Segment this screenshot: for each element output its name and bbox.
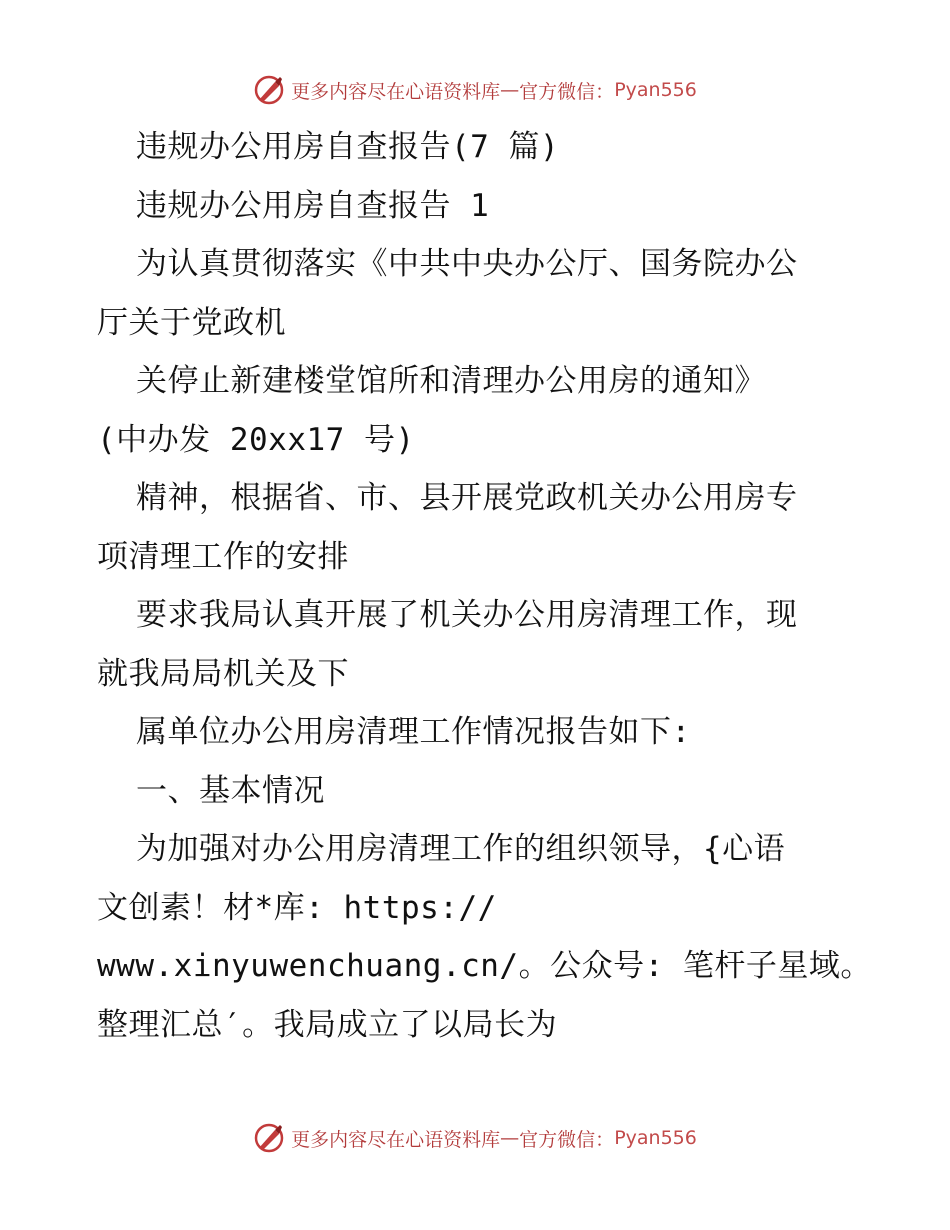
paragraph-line: (中办发 20xx17 号): [97, 421, 415, 458]
paragraph-line: 文创素！材*库: https://: [97, 889, 497, 926]
paragraph-line: 关停止新建楼堂馆所和清理办公用房的通知》: [136, 363, 766, 399]
pen-logo-icon: [253, 74, 285, 106]
paragraph-line: 要求我局认真开展了机关办公用房清理工作，现: [136, 597, 798, 633]
paragraph-line: 就我局局机关及下: [97, 655, 349, 692]
paragraph-line: 厅关于党政机: [97, 304, 286, 341]
paragraph-line: 精神，根据省、市、县开展党政机关办公用房专: [136, 480, 798, 516]
paragraph-line: 为认真贯彻落实《中共中央办公厅、国务院办公: [136, 246, 798, 282]
section-heading: 一、基本情况: [136, 772, 325, 809]
paragraph-line: www.xinyuwenchuang.cn/。公众号: 笔杆子星域。: [97, 948, 872, 984]
pen-logo-icon: [253, 1122, 285, 1154]
banner-wechat-id: Pyan556: [614, 1127, 697, 1149]
banner-text: 更多内容尽在心语资料库: [291, 1128, 501, 1151]
banner-wechat-label: 官方微信：: [519, 1128, 615, 1151]
paragraph-line: 属单位办公用房清理工作情况报告如下:: [136, 714, 691, 750]
paragraph-line: 项清理工作的安排: [97, 538, 349, 575]
section-title: 违规办公用房自查报告 1: [136, 187, 490, 224]
banner-wechat-label: 官方微信：: [519, 80, 615, 103]
document-body: [97, 118, 887, 1054]
footer-watermark-banner: [0, 1118, 950, 1158]
paragraph-line: 为加强对办公用房清理工作的组织领导，{心语: [136, 831, 786, 867]
banner-dash: —: [500, 79, 520, 101]
banner-dash: —: [500, 1127, 520, 1149]
document-title: 违规办公用房自查报告(7 篇): [136, 129, 560, 165]
paragraph-line: 整理汇总′。我局成立了以局长为: [97, 1006, 558, 1043]
banner-wechat-id: Pyan556: [614, 79, 697, 101]
banner-text: 更多内容尽在心语资料库: [291, 80, 501, 103]
header-watermark-banner: [0, 70, 950, 110]
